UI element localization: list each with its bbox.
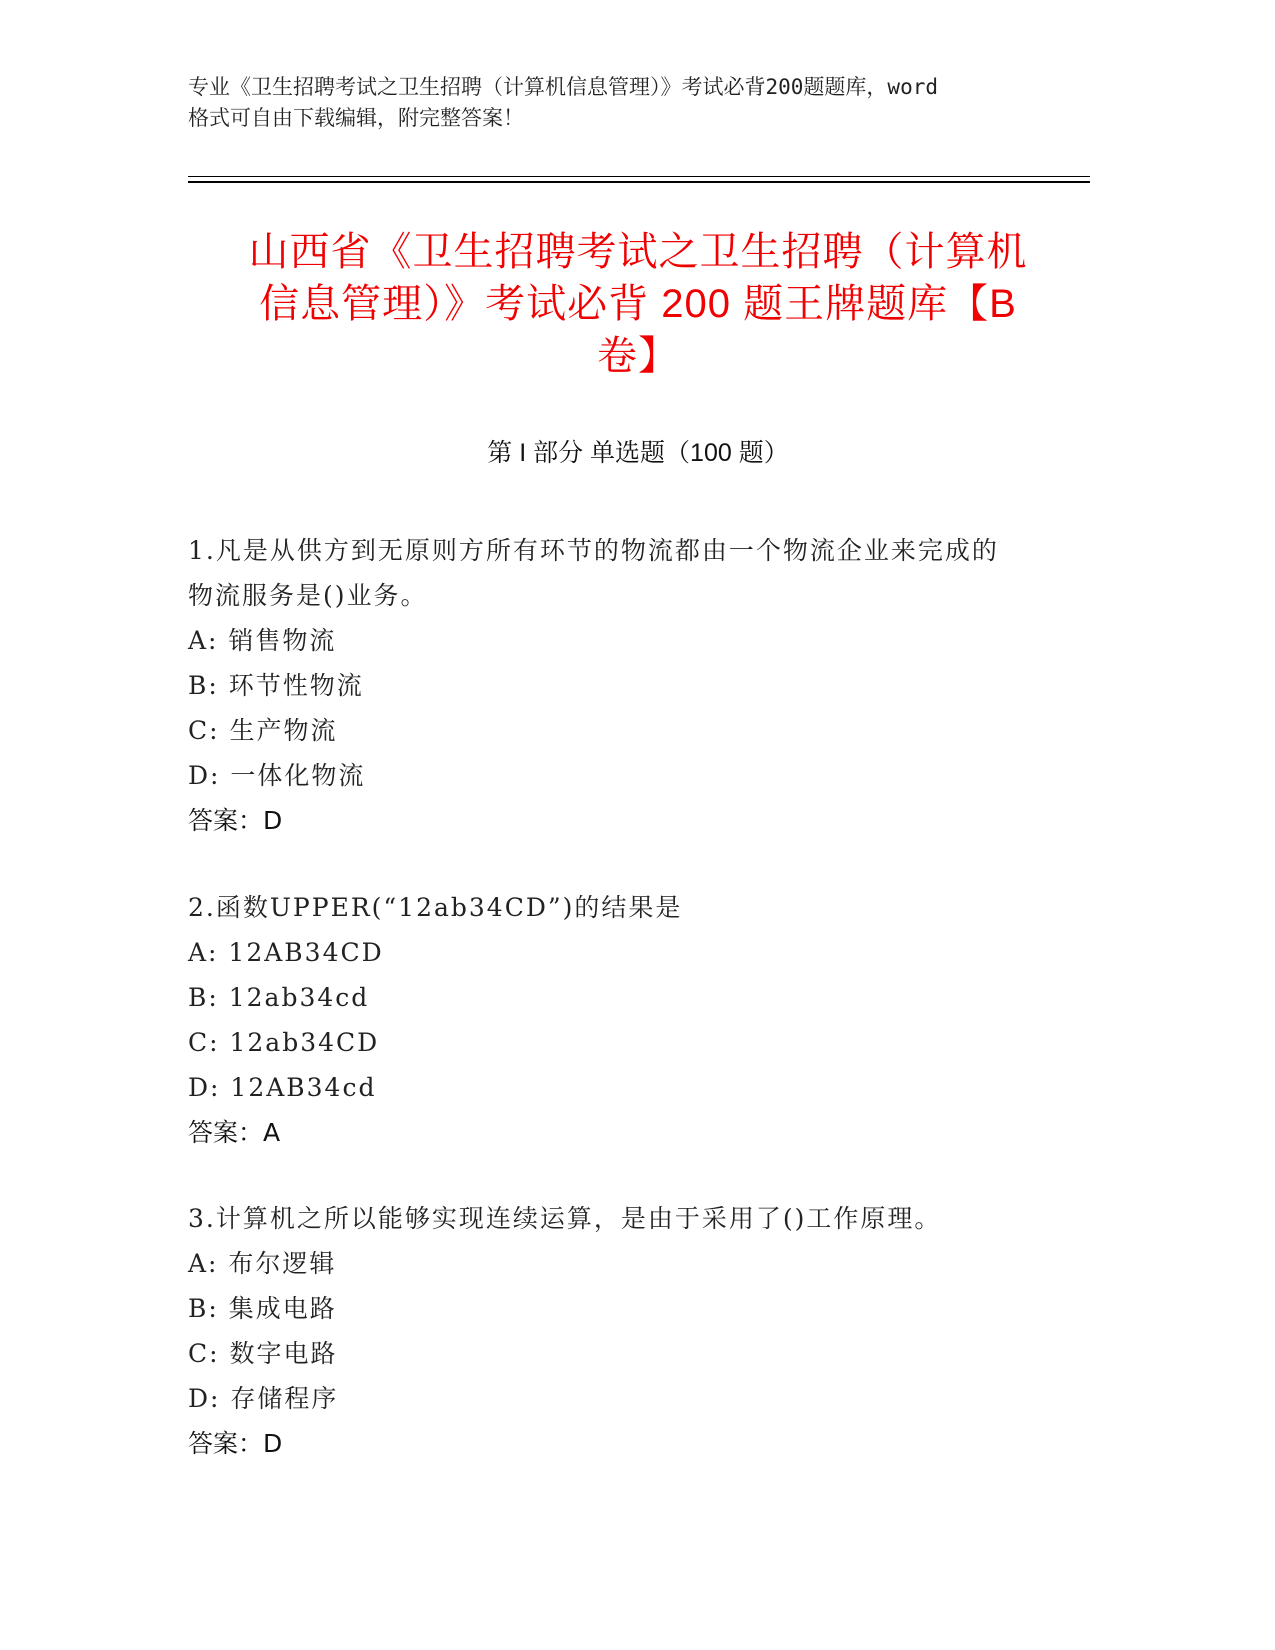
question-stem: 2.函数UPPER(“12ab34CD”)的结果是 [188, 893, 683, 922]
header-divider-top [188, 176, 1090, 177]
option-c: C: 生产物流 [188, 716, 338, 745]
header-note [188, 72, 1088, 134]
option-a: A: 布尔逻辑 [188, 1249, 337, 1278]
option-c: C: 12ab34CD [188, 1028, 380, 1057]
answer: 答案：D [188, 1429, 283, 1458]
answer: 答案：A [188, 1118, 281, 1147]
header-note-line-1: 专业《卫生招聘考试之卫生招聘（计算机信息管理）》考试必背200题题库，word [188, 75, 938, 99]
option-b: B: 环节性物流 [188, 671, 364, 700]
option-c: C: 数字电路 [188, 1339, 338, 1368]
document-title [188, 226, 1088, 382]
question-1 [188, 528, 1088, 843]
question-stem: 3.计算机之所以能够实现连续运算，是由于采用了()工作原理。 [188, 1204, 942, 1233]
header-divider-bottom [188, 181, 1090, 183]
answer: 答案：D [188, 806, 283, 835]
option-d: D: 存储程序 [188, 1384, 339, 1413]
question-stem: 1.凡是从供方到无原则方所有环节的物流都由一个物流企业来完成的 [188, 536, 999, 565]
title-line-2: 信息管理）》考试必背 200 题王牌题库【B [259, 282, 1017, 326]
option-b: B: 集成电路 [188, 1294, 337, 1323]
header-note-line-2: 格式可自由下载编辑，附完整答案！ [188, 106, 524, 130]
title-line-1: 山西省《卫生招聘考试之卫生招聘（计算机 [248, 230, 1028, 274]
option-a: A: 12AB34CD [188, 938, 384, 967]
option-a: A: 销售物流 [188, 626, 337, 655]
option-d: D: 一体化物流 [188, 761, 366, 790]
question-stem-continued: 物流服务是()业务。 [188, 581, 428, 610]
section-heading: 第 I 部分 单选题（100 题） [487, 439, 789, 467]
option-d: D: 12AB34cd [188, 1073, 377, 1102]
question-2 [188, 885, 1088, 1155]
option-b: B: 12ab34cd [188, 983, 370, 1012]
title-line-3: 卷】 [597, 334, 679, 378]
question-3 [188, 1196, 1088, 1466]
